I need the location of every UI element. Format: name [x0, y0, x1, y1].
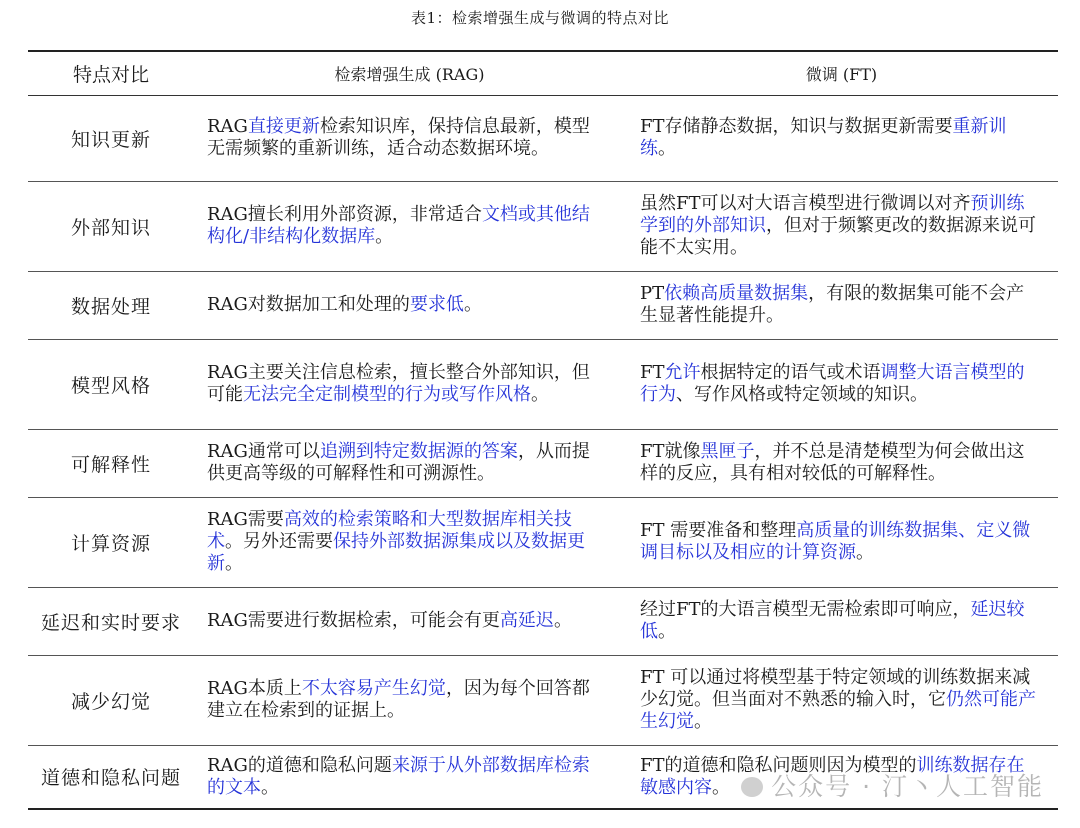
feature-cell: 延迟和实时要求 — [28, 587, 194, 655]
highlight-text: 要求低 — [409, 294, 464, 315]
cell-text: ，有限的数据集可能不会产生显著性能提升。 — [640, 283, 1025, 326]
cell-text: 。 — [531, 384, 549, 405]
table-row — [28, 271, 1058, 339]
cell-text: RAG需要进行数据检索，可能会有更 — [207, 610, 500, 631]
cell-text: FT存储静态数据，知识与数据更新需要 — [640, 116, 953, 137]
feature-cell: 外部知识 — [28, 181, 194, 271]
highlight-text: 高质量的训练数据集、定义微调目标以及相应的计算资源 — [640, 520, 1031, 563]
highlight-text: 调整大语言模型的行为 — [640, 362, 1025, 405]
ft-cell — [625, 429, 1058, 497]
ft-cell — [625, 587, 1058, 655]
ft-cell — [625, 95, 1058, 181]
cell-text: 。 — [658, 621, 676, 642]
highlight-text: 追溯到特定数据源的答案 — [319, 441, 518, 462]
highlight-text: 训练数据存在敏感内容 — [640, 754, 1025, 798]
cell-text: 。 — [463, 294, 482, 315]
table-row — [28, 497, 1058, 587]
cell-text: FT — [640, 362, 665, 383]
table-row — [28, 655, 1058, 745]
feature-cell: 可解释性 — [28, 429, 194, 497]
cell-text: FT 需要准备和整理 — [640, 520, 797, 541]
feature-cell: 计算资源 — [28, 497, 194, 587]
cell-text: 。 — [375, 226, 394, 247]
cell-text: RAG本质上 — [207, 678, 302, 699]
rag-cell — [194, 181, 625, 271]
header-feature: 特点对比 — [28, 51, 194, 95]
highlight-text: 预训练学到的外部知识 — [640, 193, 1025, 236]
table-row — [28, 429, 1058, 497]
cell-text: 。 — [658, 138, 676, 159]
highlight-text: 仍然可能产生幻觉 — [640, 689, 1036, 732]
feature-cell: 数据处理 — [28, 271, 194, 339]
rag-cell — [194, 655, 625, 745]
feature-cell: 道德和隐私问题 — [28, 745, 194, 809]
highlight-text: 保持外部数据源集成以及数据更新 — [207, 531, 585, 574]
highlight-text: 重新训练 — [640, 116, 1007, 159]
cell-text: ，并不总是清楚模型为何会做出这样的反应，具有相对较低的可解释性。 — [640, 441, 1025, 484]
watermark-text: 公众号 · 汀丶人工智能 — [771, 772, 1044, 801]
ft-cell — [625, 271, 1058, 339]
rag-cell — [194, 429, 625, 497]
cell-text: ，因为每个回答都建立在检索到的证据上。 — [207, 678, 590, 721]
cell-text: RAG的道德和隐私问题 — [207, 754, 392, 776]
cell-text: 虽然FT可以对大语言模型进行微调以对齐 — [640, 193, 971, 214]
watermark — [741, 767, 1044, 803]
table-row — [28, 587, 1058, 655]
highlight-text: 无法完全定制模型的行为或写作风格 — [243, 384, 531, 405]
header-ft: 微调 (FT) — [625, 51, 1058, 95]
cell-text: 检索知识库，保持信息最新，模型无需频繁的重新训练，适合动态数据环境。 — [207, 116, 590, 159]
highlight-text: 黑匣子 — [700, 441, 755, 462]
cell-text: RAG对数据加工和处理的 — [207, 294, 410, 315]
header-row — [28, 51, 1058, 95]
feature-cell: 模型风格 — [28, 339, 194, 429]
rag-cell — [194, 95, 625, 181]
feature-cell: 减少幻觉 — [28, 655, 194, 745]
header-rag: 检索增强生成 (RAG) — [194, 51, 625, 95]
cell-text: 。 — [712, 776, 730, 798]
cell-text: RAG需要 — [207, 509, 284, 530]
cell-text: 。 — [225, 553, 243, 574]
highlight-text: 依赖高质量数据集 — [664, 283, 809, 304]
cell-text: FT的道德和隐私问题则因为模型的 — [640, 754, 917, 776]
cell-text: 经过FT的大语言模型无需检索即可响应， — [640, 599, 971, 620]
cell-text: 。 — [694, 711, 712, 732]
rag-cell — [194, 745, 625, 809]
rag-cell — [194, 339, 625, 429]
table-row — [28, 339, 1058, 429]
cell-text: 、写作风格或特定领域的知识。 — [676, 384, 928, 405]
highlight-text: 高延迟 — [499, 610, 554, 631]
highlight-text: 文档或其他结构化/非结构化数据库 — [207, 204, 590, 247]
rag-cell — [194, 271, 625, 339]
cell-text: PT — [640, 283, 665, 304]
cell-text: ，从而提供更高等级的可解释性和可溯源性。 — [207, 441, 590, 484]
ft-cell — [625, 339, 1058, 429]
ft-cell — [625, 497, 1058, 587]
feature-cell: 知识更新 — [28, 95, 194, 181]
highlight-text: 延迟较低 — [640, 599, 1025, 642]
table-body — [28, 95, 1058, 809]
wechat-icon — [741, 777, 763, 797]
cell-text: RAG — [207, 116, 248, 137]
cell-text: FT 可以通过将模型基于特定领域的训练数据来减少幻觉。但当面对不熟悉的输入时，它 — [640, 667, 1031, 710]
cell-text: 。另外还需要 — [225, 531, 333, 552]
cell-text: 。 — [553, 610, 572, 631]
highlight-text: 高效的检索策略和大型数据库相关技术 — [207, 509, 572, 552]
highlight-text: 允许 — [664, 362, 701, 383]
table-row — [28, 95, 1058, 181]
cell-text: FT就像 — [640, 441, 701, 462]
highlight-text: 不太容易产生幻觉 — [301, 678, 446, 699]
table-caption: 表1：检索增强生成与微调的特点对比 — [410, 9, 670, 27]
rag-cell — [194, 587, 625, 655]
ft-cell — [625, 181, 1058, 271]
cell-text: ，但对于频繁更改的数据源来说可能不太实用。 — [640, 215, 1036, 258]
highlight-text: 直接更新 — [247, 116, 320, 137]
cell-text: RAG擅长利用外部资源，非常适合 — [207, 204, 482, 225]
cell-text: RAG主要关注信息检索，擅长整合外部知识，但可能 — [207, 362, 590, 405]
cell-text: 。 — [261, 776, 279, 798]
cell-text: RAG通常可以 — [207, 441, 320, 462]
cell-text: 根据特定的语气或术语 — [700, 362, 881, 383]
highlight-text: 来源于从外部数据库检索的文本 — [207, 754, 590, 798]
cell-text: 。 — [856, 542, 874, 563]
ft-cell — [625, 655, 1058, 745]
comparison-table — [28, 50, 1058, 810]
rag-cell — [194, 497, 625, 587]
table-row — [28, 181, 1058, 271]
